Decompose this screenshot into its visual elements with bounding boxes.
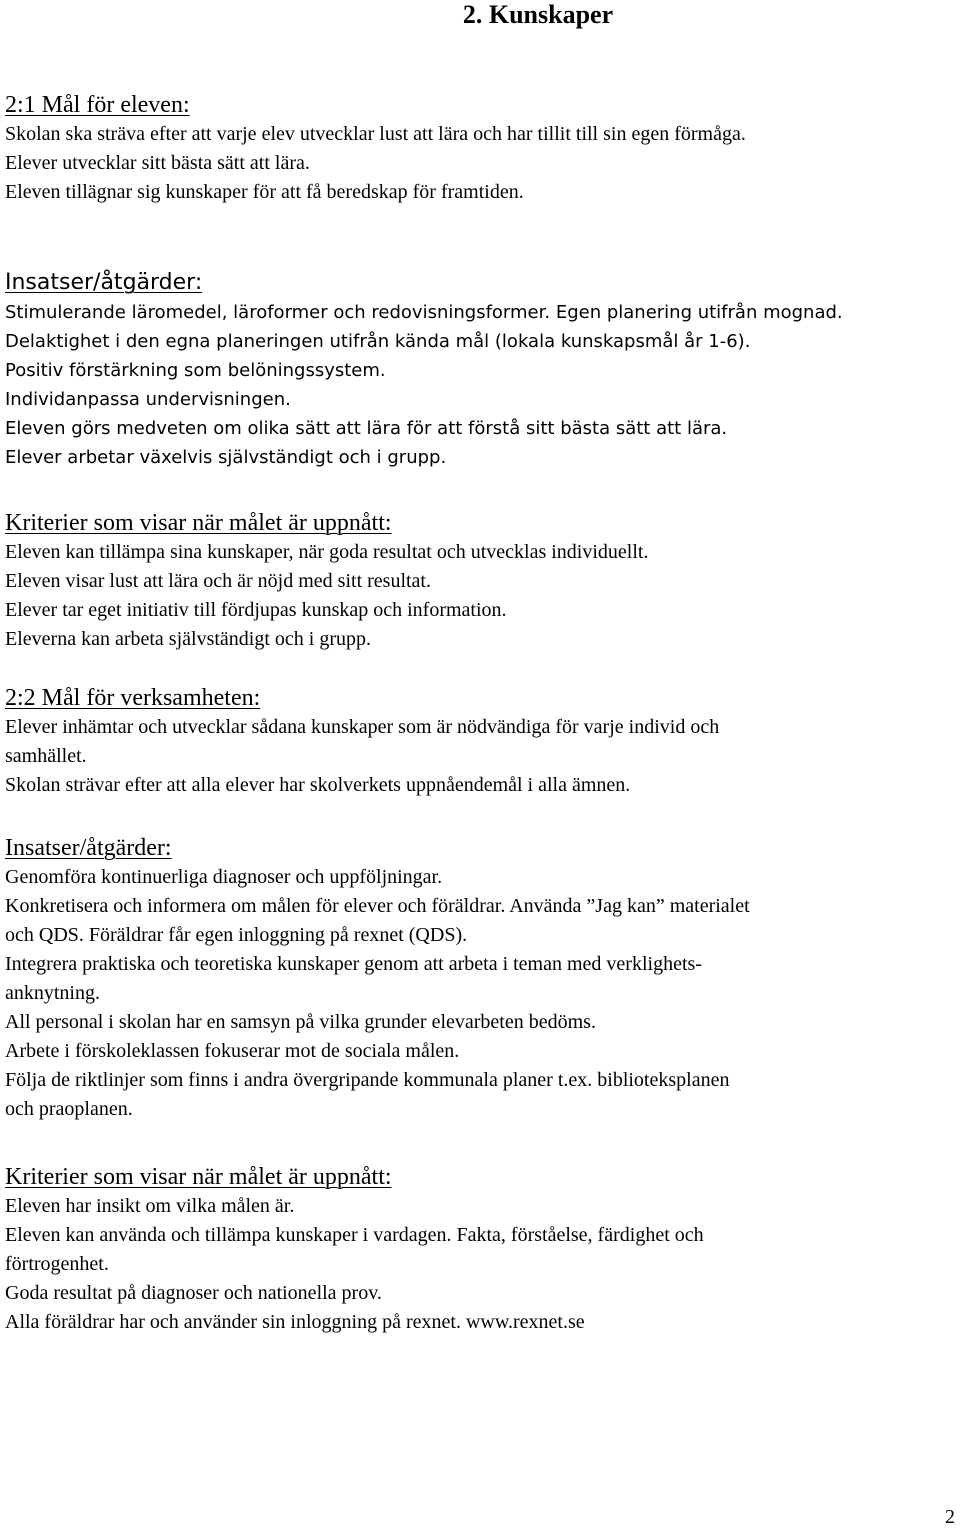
section-measures-student [5, 268, 950, 472]
text-line: All personal i skolan har en samsyn på vilka grunder elevarbeten bedöms. [5, 1011, 596, 1033]
text-line: Delaktighet i den egna planeringen utifrån kända mål (lokala kunskapsmål år 1-6). [5, 331, 751, 352]
text-line: Eleven har insikt om vilka målen är. [5, 1195, 295, 1217]
text-line: Eleven kan använda och tillämpa kunskaper i vardagen. Fakta, förståelse, färdighet och [5, 1224, 704, 1246]
section-heading: Kriterier som visar när målet är uppnått: [5, 510, 392, 536]
text-line: förtrogenhet. [5, 1253, 109, 1275]
section-goals-student [5, 90, 950, 207]
text-line: och praoplanen. [5, 1098, 133, 1120]
page-title: 2. Kunskaper [462, 0, 614, 29]
page-number: 2 [945, 1506, 955, 1528]
text-line: Elever tar eget initiativ till fördjupas kunskap och information. [5, 599, 507, 621]
text-line: Eleverna kan arbeta självständigt och i grupp. [5, 628, 371, 650]
text-line: Elever arbetar växelvis självständigt och i grupp. [5, 447, 447, 468]
text-line: Integrera praktiska och teoretiska kunskaper genom att arbeta i teman med verklighets- [5, 953, 702, 975]
text-line: Skolan strävar efter att alla elever har skolverkets uppnåendemål i alla ämnen. [5, 774, 631, 796]
section-heading: Insatser/åtgärder: [5, 270, 203, 295]
section-heading: 2:1 Mål för eleven: [5, 92, 190, 118]
text-line: samhället. [5, 745, 87, 767]
text-line: anknytning. [5, 982, 100, 1004]
text-line: Eleven tillägnar sig kunskaper för att få beredskap för framtiden. [5, 181, 524, 203]
text-line: Elever inhämtar och utvecklar sådana kunskaper som är nödvändiga för varje individ och [5, 716, 720, 738]
text-line: Följa de riktlinjer som finns i andra övergripande kommunala planer t.ex. biblioteksplanen [5, 1069, 730, 1091]
text-line: Skolan ska sträva efter att varje elev utvecklar lust att lära och har tillit till sin egen förmåga. [5, 123, 746, 145]
text-line: Goda resultat på diagnoser och nationella prov. [5, 1282, 382, 1304]
section-criteria-operations [5, 1162, 950, 1337]
section-measures-operations [5, 833, 950, 1124]
text-line: och QDS. Föräldrar får egen inloggning på rexnet (QDS). [5, 924, 468, 946]
text-line: Elever utvecklar sitt bästa sätt att lära. [5, 152, 310, 174]
text-line: Eleven kan tillämpa sina kunskaper, när goda resultat och utvecklas individuellt. [5, 541, 649, 563]
text-line: Konkretisera och informera om målen för elever och föräldrar. Använda ”Jag kan” materialet [5, 895, 750, 917]
text-line: Eleven visar lust att lära och är nöjd med sitt resultat. [5, 570, 431, 592]
section-heading: Kriterier som visar när målet är uppnått: [5, 1164, 392, 1190]
text-line: Arbete i förskoleklassen fokuserar mot de sociala målen. [5, 1040, 460, 1062]
section-heading: 2:2 Mål för verksamheten: [5, 685, 261, 711]
text-line: Genomföra kontinuerliga diagnoser och uppföljningar. [5, 866, 443, 888]
text-line: Eleven görs medveten om olika sätt att lära för att förstå sitt bästa sätt att lära. [5, 418, 728, 439]
section-heading: Insatser/åtgärder: [5, 835, 172, 861]
text-line: Individanpassa undervisningen. [5, 389, 291, 410]
text-line: Stimulerande läromedel, läroformer och redovisningsformer. Egen planering utifrån mognad. [5, 302, 843, 323]
section-goals-operations [5, 683, 950, 800]
section-criteria-student [5, 508, 950, 654]
text-line: Alla föräldrar har och använder sin inloggning på rexnet. www.rexnet.se [5, 1311, 585, 1333]
text-line: Positiv förstärkning som belöningssystem. [5, 360, 386, 381]
